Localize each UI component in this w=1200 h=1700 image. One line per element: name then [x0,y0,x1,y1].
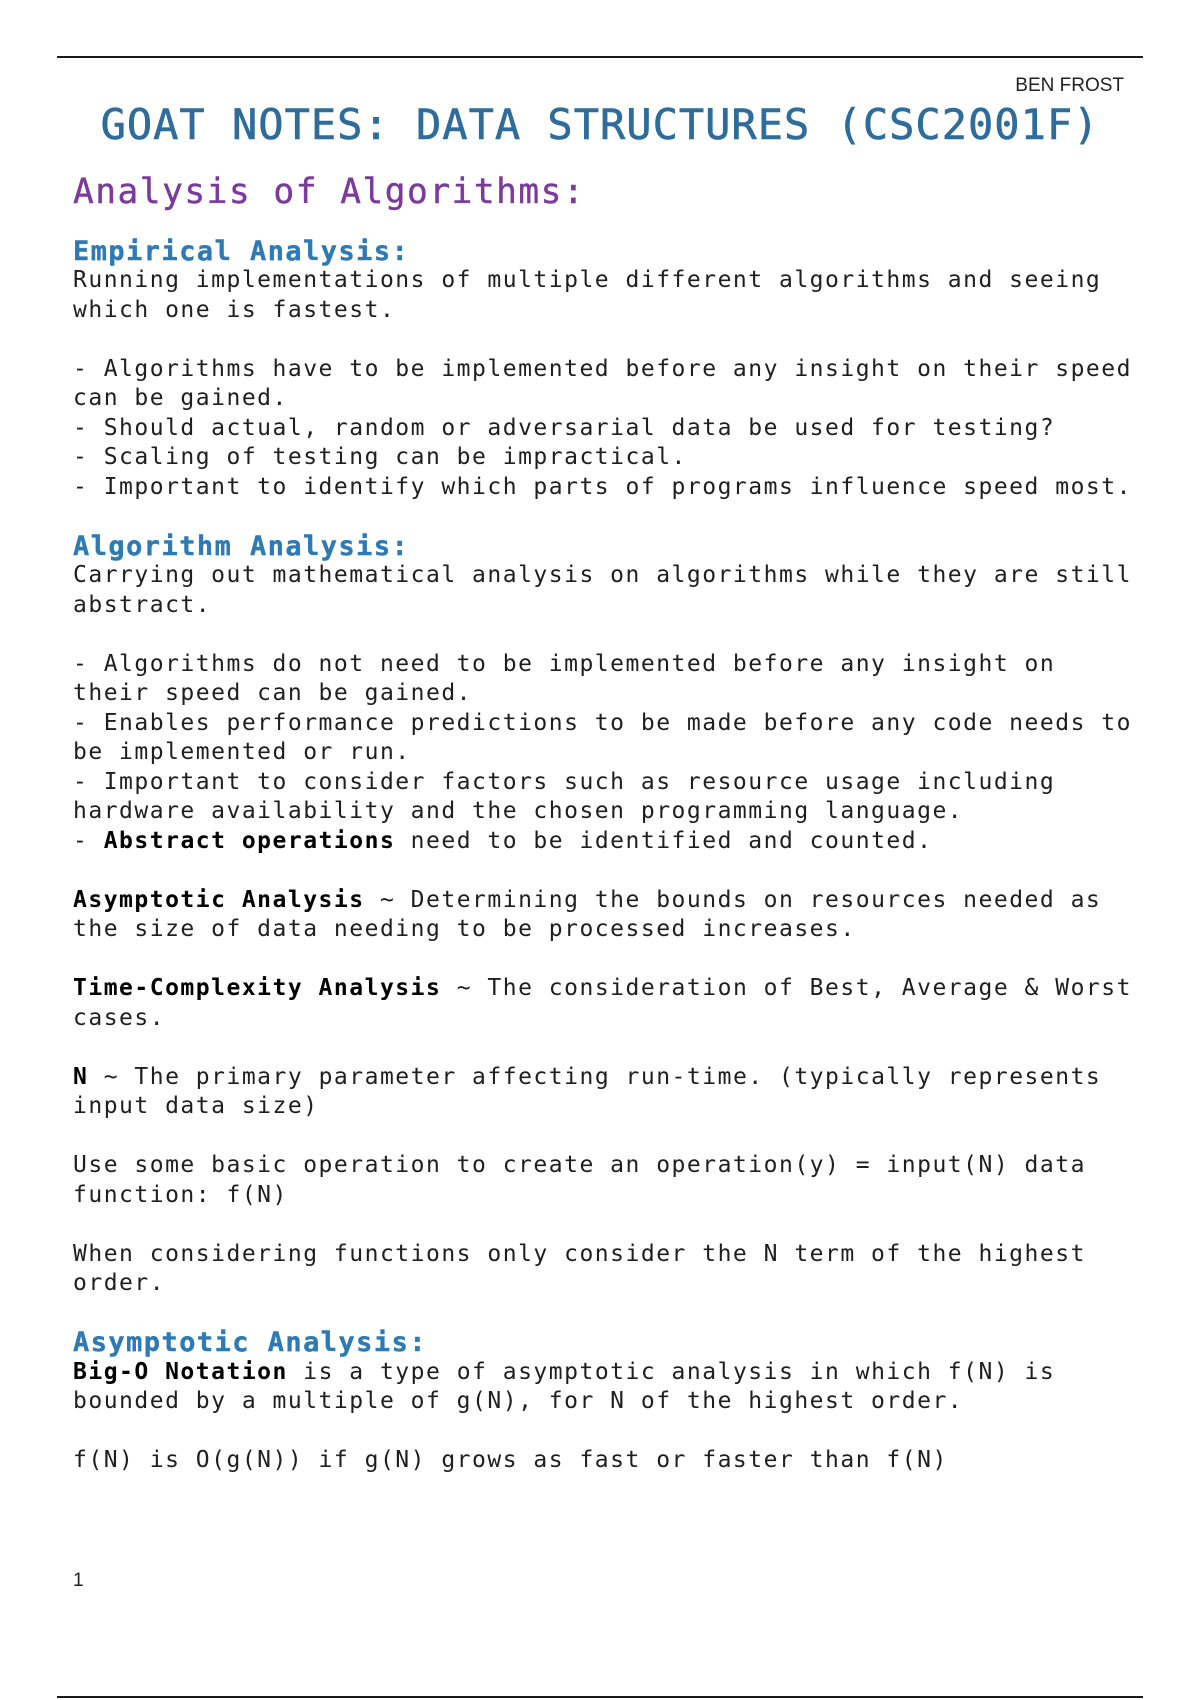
note-highest-order: When considering functions only consider the N term of the highest order. [73,1240,1086,1296]
algorithm-bullet [73,827,1133,857]
asymptotic-heading: Asymptotic Analysis: [73,1327,427,1358]
empirical-bullet: - Important to identify which parts of programs influence speed most. [73,473,1132,500]
algorithm-bullet: - Enables performance predictions to be made before any code needs to be implemented or run. [73,709,1132,765]
big-o-text: is a type of asymptotic analysis in which f(N) is bounded by a multiple of g(N), for N of the highest order. [73,1358,1056,1414]
definition-text: ~ Determining the bounds on resources needed as the size of data needing to be processed increases. [73,886,1102,942]
empirical-description: Running implementations of multiple different algorithms and seeing which one is fastest. [73,267,1102,323]
definition-text: ~ The primary parameter affecting run-time. (typically represents input data size) [73,1063,1102,1119]
algorithm-description: Carrying out mathematical analysis on algorithms while they are still abstract. [73,562,1132,618]
definition-text: ~ The consideration of Best, Average & Worst cases. [73,975,1132,1031]
definition-term: N [73,1063,89,1090]
algorithm-bullet: - Algorithms do not need to be implemented before any insight on their speed can be gained. [73,650,1056,706]
big-o-definition [73,1358,1133,1417]
definition-time-complexity [73,974,1133,1033]
top-rule [57,56,1143,58]
note-operation: Use some basic operation to create an operation(y) = input(N) data function: f(N) [73,1152,1086,1208]
algorithm-bullet: - Important to consider factors such as resource usage including hardware availability and the chosen programming language. [73,768,1056,824]
abstract-operations-term: Abstract operations [103,827,396,854]
author-name: BEN FROST [1015,75,1124,96]
empirical-bullet: - Algorithms have to be implemented before any insight on their speed can be gained. [73,355,1132,411]
empirical-bullet: - Scaling of testing can be impractical. [73,444,687,470]
bottom-rule [57,1696,1143,1698]
definition-term: Time-Complexity Analysis [73,975,442,1001]
document-body [73,172,1133,1476]
empirical-bullet: - Should actual, random or adversarial data be used for testing? [73,414,1056,441]
big-o-rule: f(N) is O(g(N)) if g(N) grows as fast or faster than f(N) [73,1447,948,1473]
section-heading: Analysis of Algorithms: [73,172,586,212]
page-number: 1 [73,1570,84,1591]
document-title: GOAT NOTES: DATA STRUCTURES (CSC2001F) [100,100,1100,149]
definition-asymptotic [73,886,1133,945]
definition-n [73,1063,1133,1122]
bullet-text: need to be identified and counted. [395,827,933,854]
big-o-term: Big-O Notation [73,1358,288,1385]
empirical-heading: Empirical Analysis: [73,235,410,267]
bullet-prefix: - [73,827,104,854]
algorithm-heading: Algorithm Analysis: [73,530,410,562]
definition-term: Asymptotic Analysis [73,886,365,913]
